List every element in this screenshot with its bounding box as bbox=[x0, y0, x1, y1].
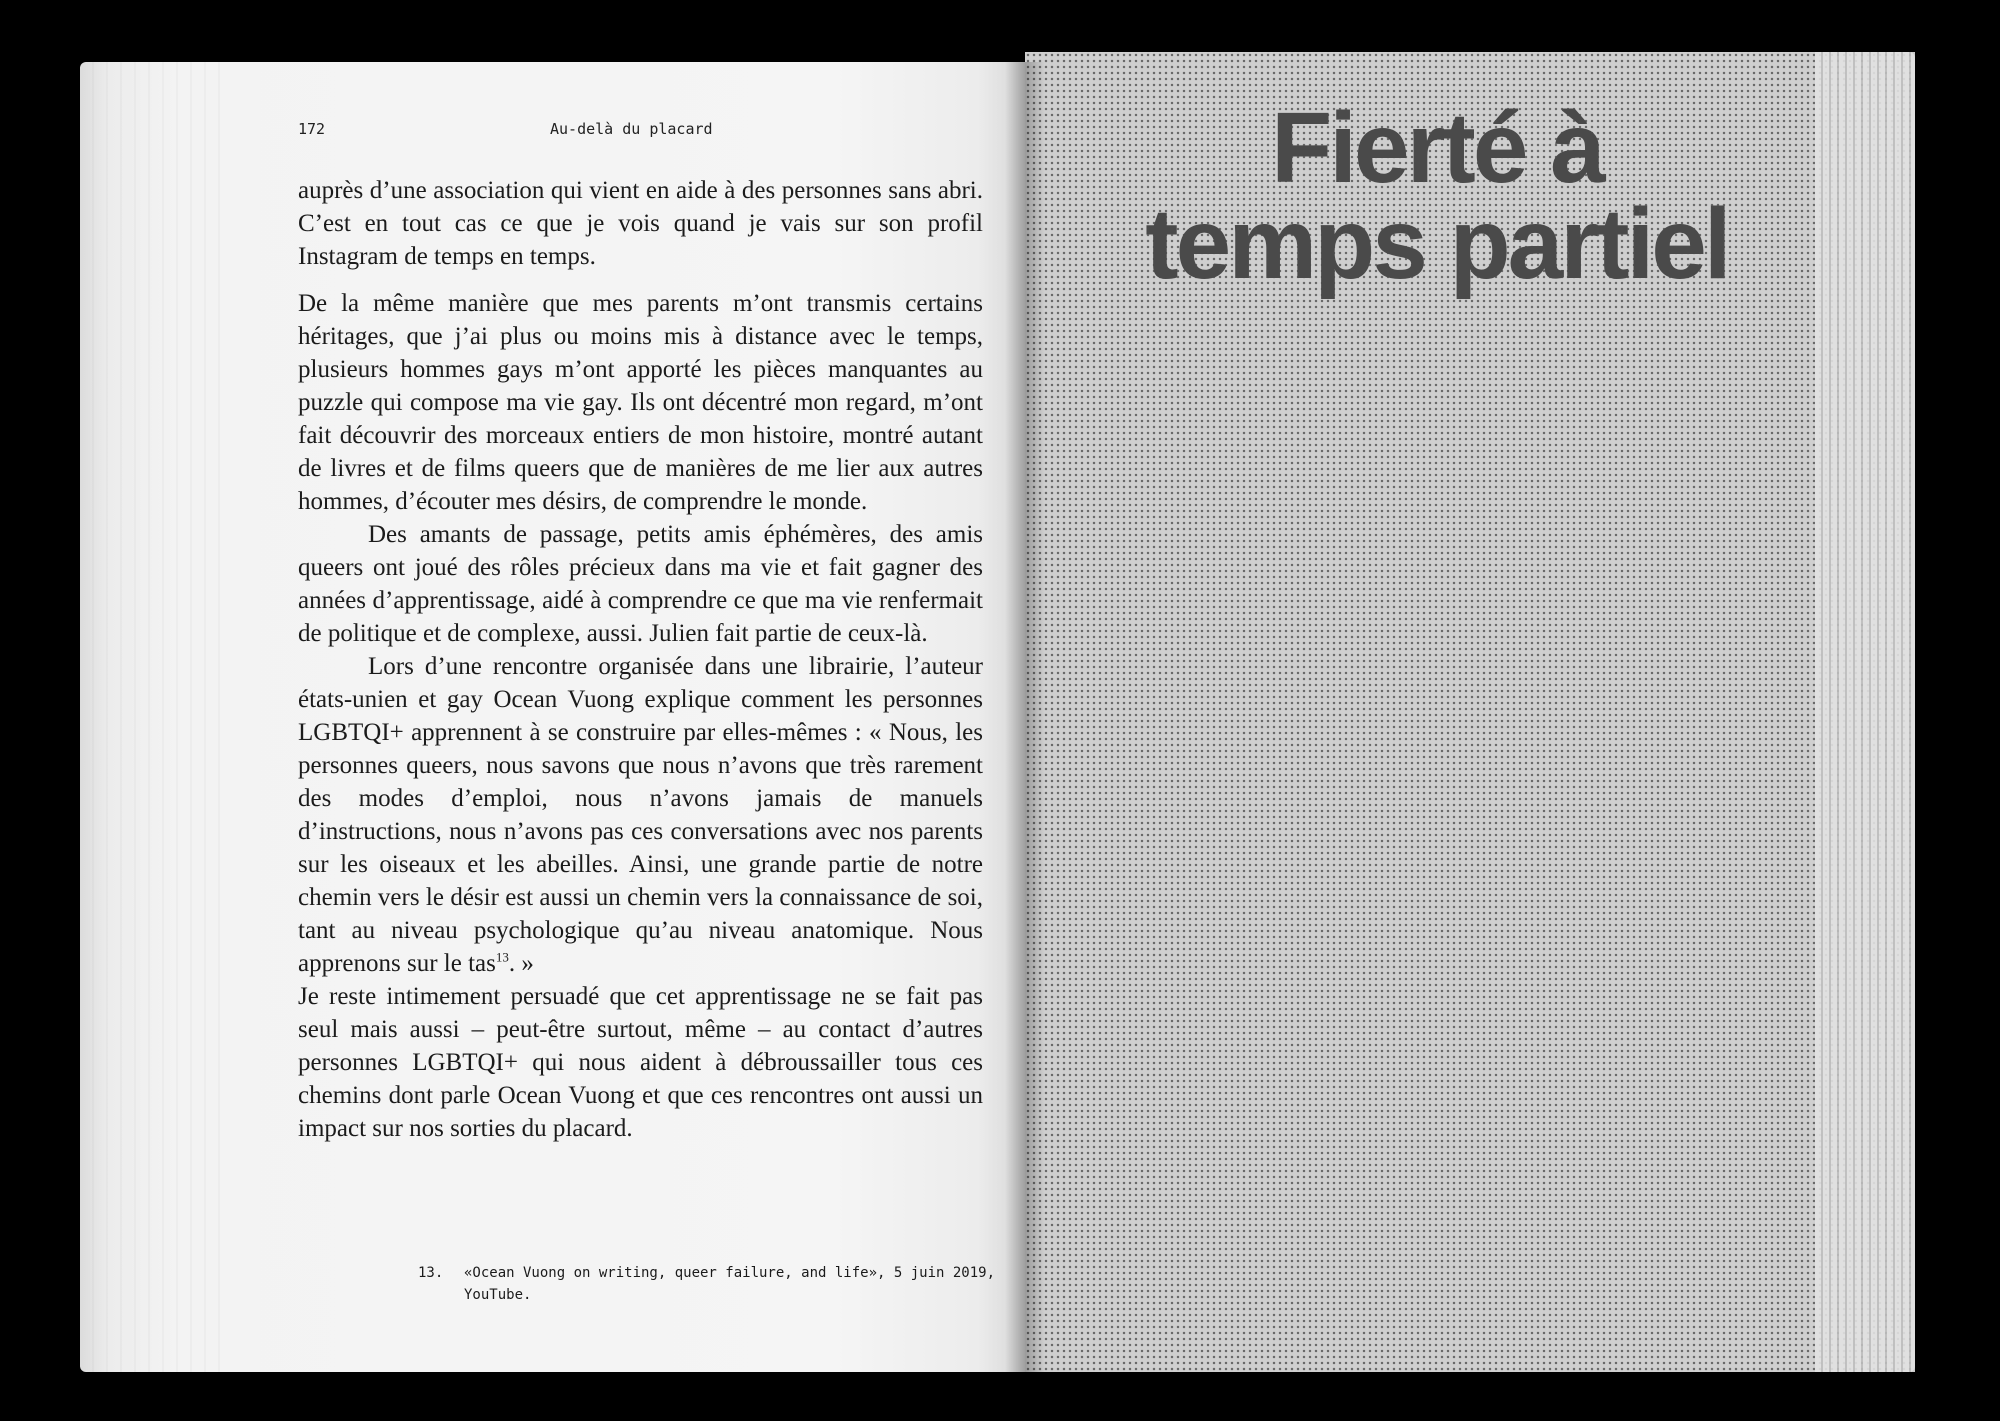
paragraph: auprès d’une association qui vient en aide à des personnes sans abri. C’est en tout cas ce que je vois quand je vais sur son profil Instagram de temps en temps. bbox=[298, 177, 983, 270]
paragraph: Je reste intimement persuadé que cet apprentissage ne se fait pas seul mais aussi – peut-être surtout, même – au contact d’autres personnes LGBTQI+ qui nous aident à débroussailler tous ces chemins dont parle Ocean Vuong et que ces rencontres ont aussi un impact sur nos sorties du placard. bbox=[298, 983, 983, 1142]
paragraph bbox=[298, 650, 983, 980]
paragraph-text: Lors d’une rencontre organisée dans une librairie, l’auteur états-unien et gay Ocean Vuong explique comment les personnes LGBTQI+ apprennent à se construire par elles-mêmes : « Nous, les personnes queers, nous savons que nous n’avons que très rarement des modes d’emploi, nous n’avons jamais de manuels d’instructions, nous n’avons pas ces conversations avec nos parents sur les oiseaux et les abeilles. Ainsi, une grande partie de notre chemin vers le désir est aussi un chemin vers la connaissance de soi, tant au niveau psychologique qu’au niveau anatomique. Nous apprenons sur le tas bbox=[298, 653, 983, 977]
left-page bbox=[80, 62, 1025, 1372]
page-edge-right bbox=[1815, 52, 1915, 1372]
paragraph: De la même manière que mes parents m’ont transmis certains héritages, que j’ai plus ou moins mis à distance avec le temps, plusieurs hommes gays m’ont apporté les pièces manquantes au puzzle qui compose ma vie gay. Ils ont décentré mon regard, m’ont fait découvrir des morceaux entiers de mon histoire, montré autant de livres et de films queers que de manières de me lier aux autres hommes, d’écouter mes désirs, de comprendre le monde. bbox=[298, 290, 983, 515]
right-page bbox=[1025, 52, 1915, 1372]
page-edge-left bbox=[80, 62, 230, 1372]
book-gutter bbox=[1005, 62, 1045, 1372]
page-number: 172 bbox=[298, 120, 326, 138]
footnote-number: 13. bbox=[418, 1265, 444, 1281]
running-head bbox=[80, 120, 1025, 144]
book-spread bbox=[80, 52, 1915, 1372]
chapter-title-line-2: temps partiel bbox=[1145, 188, 1729, 300]
footnote-text: «Ocean Vuong on writing, queer failure, and life», 5 juin 2019, YouTube. bbox=[464, 1265, 996, 1303]
body-text bbox=[298, 174, 983, 1145]
footnote bbox=[418, 1262, 1018, 1306]
running-title: Au-delà du placard bbox=[550, 120, 713, 138]
chapter-title-line-1: Fierté à bbox=[1271, 92, 1603, 204]
quote-close: . » bbox=[508, 950, 534, 977]
footnote-reference: 13 bbox=[495, 949, 509, 965]
paragraph: Des amants de passage, petits amis éphémères, des amis queers ont joué des rôles précieux dans ma vie et fait gagner des années d’apprentissage, aidé à comprendre ce que ma vie renfermait de politique et de complexe, aussi. Julien fait partie de ceux-là. bbox=[298, 521, 983, 647]
chapter-title bbox=[1077, 92, 1797, 300]
